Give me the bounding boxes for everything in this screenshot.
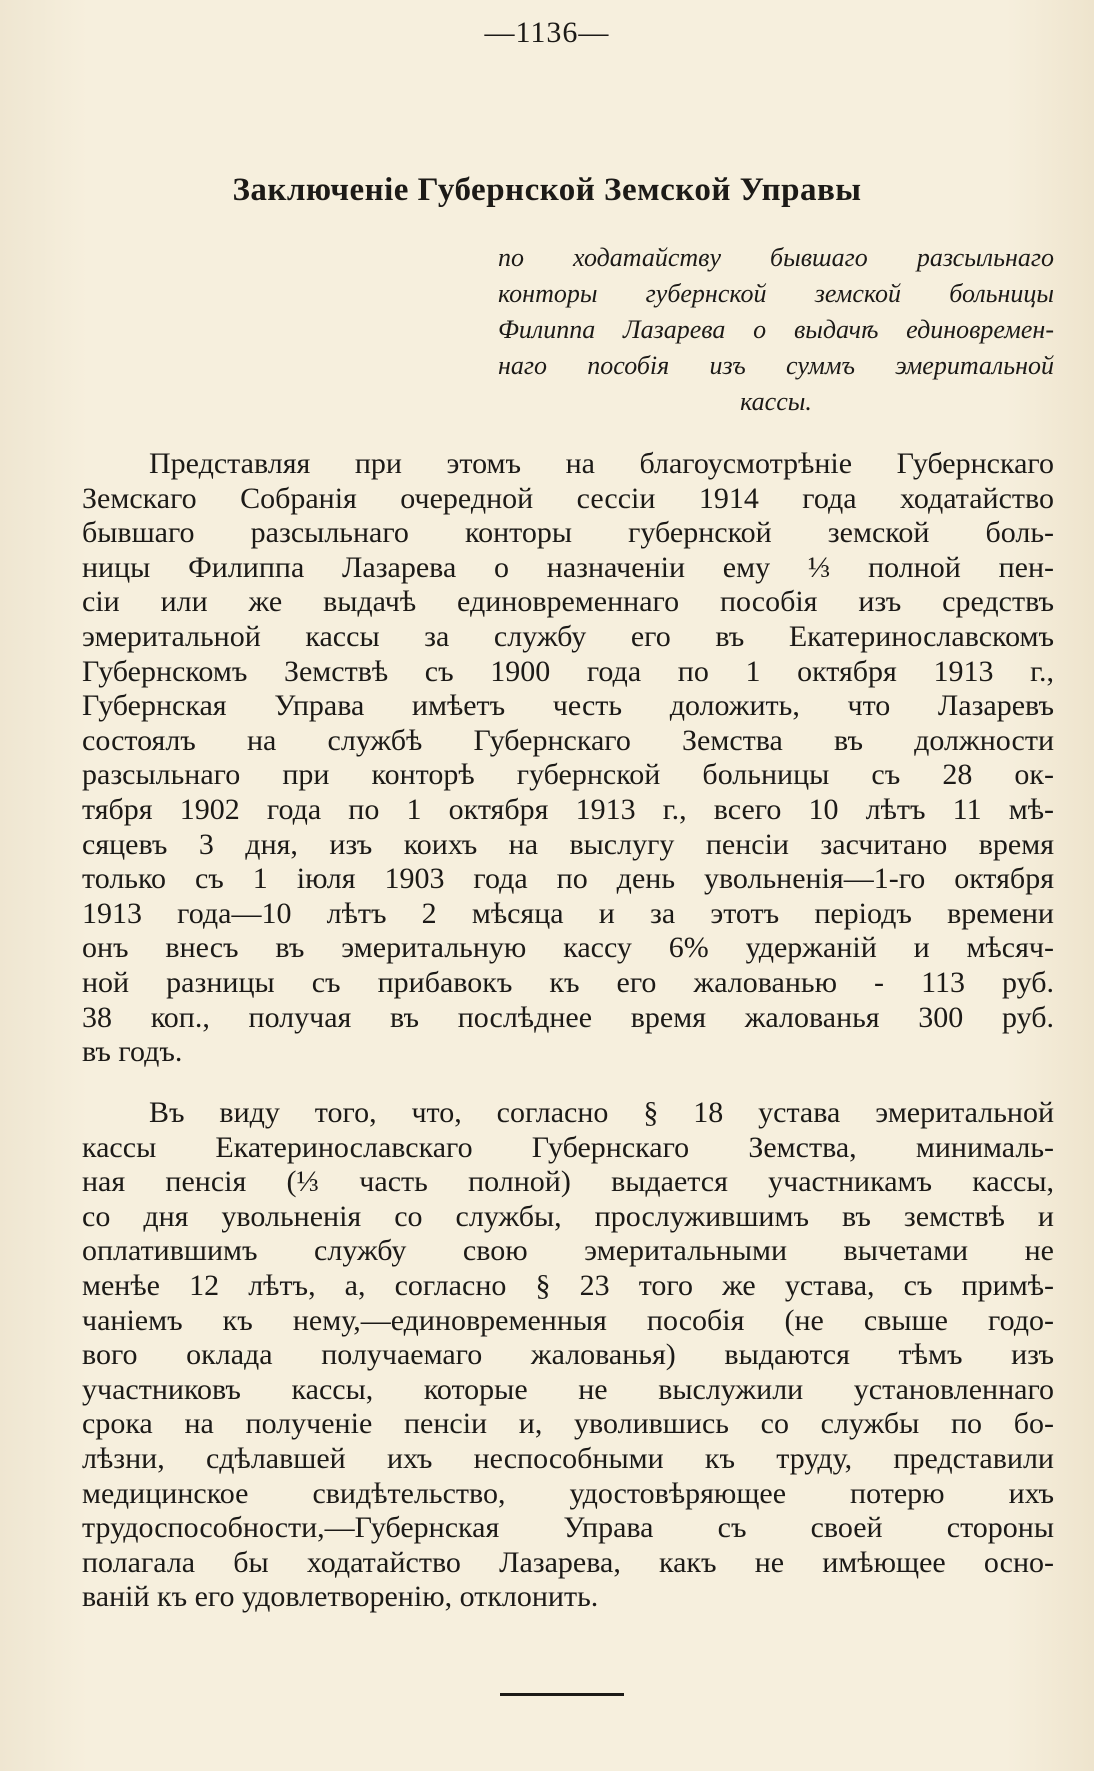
document-subtitle bbox=[498, 240, 1054, 420]
paragraph-line: лѣзни, сдѣлавшей ихъ неспособными къ труду, представили bbox=[82, 1441, 1054, 1475]
paragraph-line: эмеритальной кассы за службу его въ Екатеринославскомъ bbox=[82, 619, 1054, 653]
closing-rule bbox=[500, 1693, 624, 1696]
subtitle-line: кассы. bbox=[740, 387, 812, 416]
page-number: —1136— bbox=[484, 16, 610, 49]
paragraph-line: 1913 года—10 лѣтъ 2 мѣсяца и за этотъ періодъ времени bbox=[82, 896, 1054, 930]
paragraph-line: медицинское свидѣтельство, удостовѣряющее потерю ихъ bbox=[82, 1476, 1054, 1510]
paragraph-line: оплатившимъ службу свою эмеритальными вычетами не bbox=[82, 1234, 1054, 1268]
paragraph-line: состоялъ на службѣ Губернскаго Земства въ должности bbox=[82, 723, 1054, 757]
paragraph-line: ная пенсія (⅓ часть полной) выдается участникамъ кассы, bbox=[82, 1165, 1054, 1199]
paragraph-line: въ годъ. bbox=[82, 1035, 183, 1069]
paragraph-line: Въ виду того, что, согласно § 18 устава эмеритальной bbox=[149, 1096, 1054, 1129]
subtitle-line: Филиппа Лазарева о выдачѣ единовремен- bbox=[498, 315, 1054, 344]
paragraph-line: 38 коп., получая въ послѣднее время жалованья 300 руб. bbox=[82, 1000, 1054, 1034]
paragraph-line: только съ 1 іюля 1903 года по день увольненія—1-го октября bbox=[82, 862, 1054, 896]
paragraph-line: Губернскомъ Земствѣ съ 1900 года по 1 октября 1913 г., bbox=[82, 654, 1054, 688]
paragraph-1 bbox=[82, 447, 1054, 1070]
subtitle-line: по ходатайству бывшаго разсыльнаго bbox=[498, 243, 1054, 272]
paragraph-line: бывшаго разсыльнаго конторы губернской земской боль- bbox=[82, 516, 1054, 550]
paragraph-line: участниковъ кассы, которые не выслужили установленнаго bbox=[82, 1372, 1054, 1406]
paragraph-line: ваній къ его удовлетворенію, отклонить. bbox=[82, 1580, 599, 1614]
paragraph-line: менѣе 12 лѣтъ, а, согласно § 23 того же устава, съ примѣ- bbox=[82, 1268, 1054, 1302]
paragraph-line: ной разницы съ прибавокъ къ его жалованью - 113 руб. bbox=[82, 965, 1054, 999]
paragraph-line: ницы Филиппа Лазарева о назначеніи ему ⅓ полной пен- bbox=[82, 550, 1054, 584]
document-title: Заключеніе Губернской Земской Управы bbox=[232, 172, 862, 208]
paragraph-line: трудоспособности,—Губернская Управа съ своей стороны bbox=[82, 1511, 1054, 1545]
paragraph-line: Представляя при этомъ на благоусмотрѣніе Губернскаго bbox=[149, 447, 1054, 480]
paragraph-line: кассы Екатеринославскаго Губернскаго Земства, минималь- bbox=[82, 1130, 1054, 1164]
paragraph-line: тября 1902 года по 1 октября 1913 г., всего 10 лѣтъ 11 мѣ- bbox=[82, 792, 1054, 826]
paragraph-line: Губернская Управа имѣетъ честь доложить, что Лазаревъ bbox=[82, 689, 1054, 723]
paragraph-line: сяцевъ 3 дня, изъ коихъ на выслугу пенсіи засчитано время bbox=[82, 827, 1054, 861]
paragraph-line: разсыльнаго при конторѣ губернской больницы съ 28 ок- bbox=[82, 758, 1054, 792]
paragraph-line: со дня увольненія со службы, прослужившимъ въ земствѣ и bbox=[82, 1199, 1054, 1233]
paragraph-line: онъ внесъ въ эмеритальную кассу 6% удержаній и мѣсяч- bbox=[82, 931, 1054, 965]
subtitle-line: конторы губернской земской больницы bbox=[498, 279, 1054, 308]
paragraph-line: полагала бы ходатайство Лазарева, какъ не имѣющее осно- bbox=[82, 1545, 1054, 1579]
paragraph-line: вого оклада получаемаго жалованья) выдаются тѣмъ изъ bbox=[82, 1338, 1054, 1372]
subtitle-line: наго пособія изъ суммъ эмеритальной bbox=[498, 351, 1054, 380]
paragraph-line: Земскаго Собранія очередной сессіи 1914 года ходатайство bbox=[82, 481, 1054, 515]
paragraph-line: чаніемъ къ нему,—единовременныя пособія (не свыше годо- bbox=[82, 1303, 1054, 1337]
paragraph-line: срока на полученіе пенсіи и, уволившись со службы по бо- bbox=[82, 1407, 1054, 1441]
paragraph-2 bbox=[82, 1096, 1054, 1615]
paragraph-line: сіи или же выдачѣ единовременнаго пособія изъ средствъ bbox=[82, 585, 1054, 619]
